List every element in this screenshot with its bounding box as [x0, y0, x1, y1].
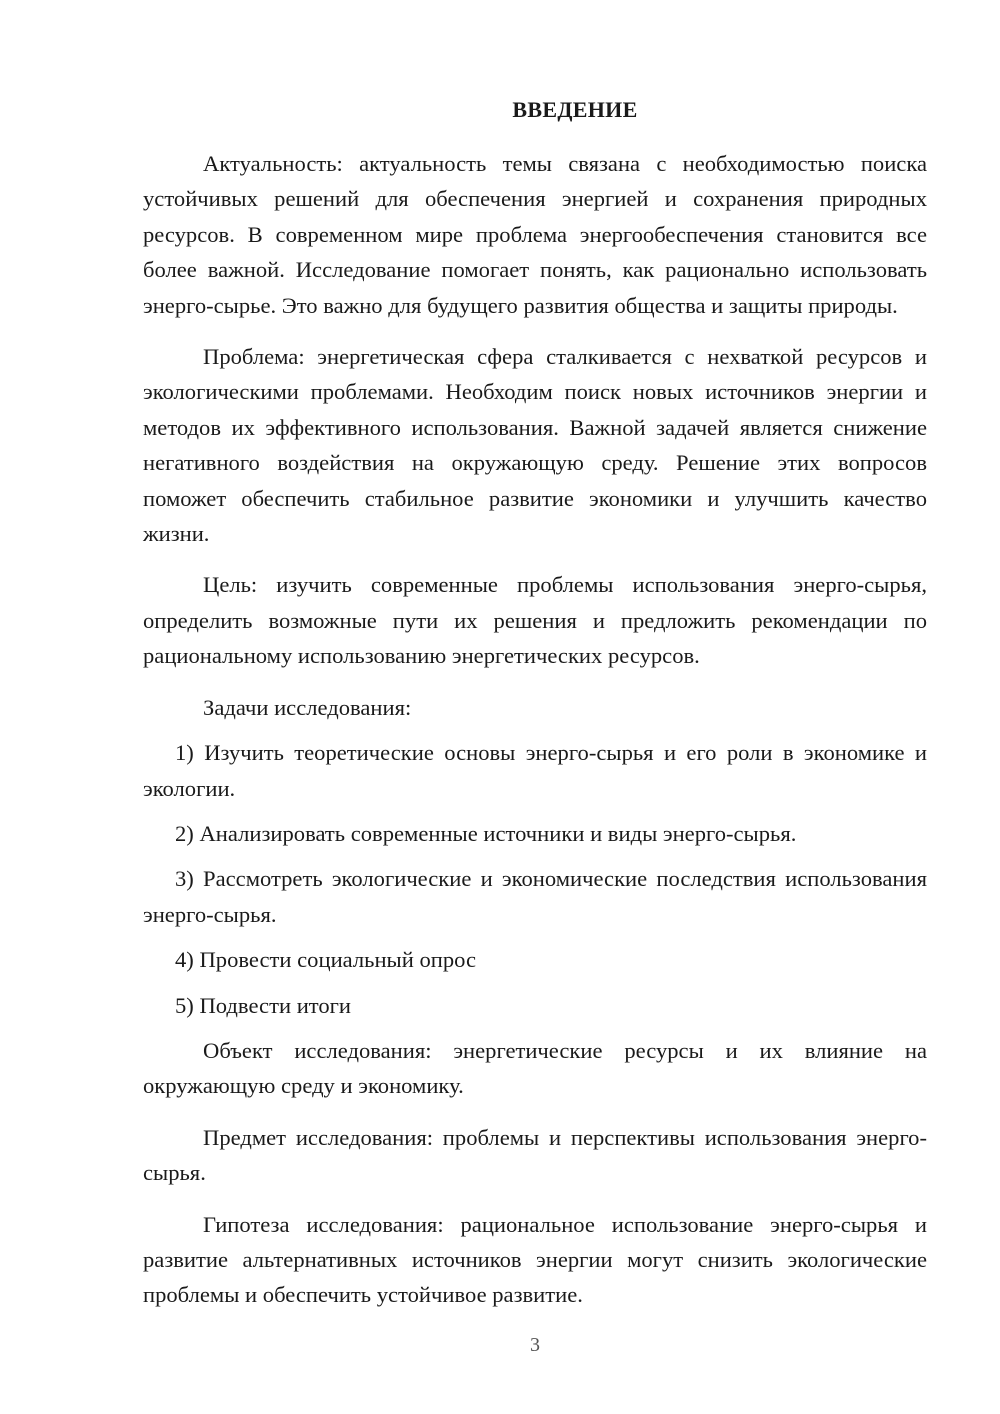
paragraph-goal: Цель: изучить современные проблемы использования энерго-сырья, определить возможные пути их решения и предложить рекомендации по рациональному использованию энергетических ресурсов.	[143, 572, 927, 669]
task-item-2: 2) Анализировать современные источники и виды энерго-сырья.	[175, 820, 797, 846]
paragraph-problem: Проблема: энергетическая сфера сталкивается с нехваткой ресурсов и экологическими проблемами. Необходим поиск новых источников энергии и методов их эффективного использования. Важной задачей является снижение негативного воздействия на окружающую среду. Решение этих вопросов поможет обеспечить стабильное развитие экономики и улучшить качество жизни.	[143, 344, 927, 547]
paragraph-relevance: Актуальность: актуальность темы связана с необходимостью поиска устойчивых решений для обеспечения энергией и сохранения природных ресурсов. В современном мире проблема энергообеспечения становится все более важной. Исследование помогает понять, как рационально использовать энерго-сырье. Это важно для будущего развития общества и защиты природы.	[143, 151, 927, 318]
task-item-1: 1) Изучить теоретические основы энерго-сырья и его роли в экономике и экологии.	[143, 740, 927, 801]
document-page	[143, 92, 927, 1313]
paragraph-subject: Предмет исследования: проблемы и перспективы использования энерго-сырья.	[143, 1124, 927, 1186]
paragraph-tasks-heading: Задачи исследования:	[203, 694, 412, 720]
paragraph-object: Объект исследования: энергетические ресурсы и их влияние на окружающую среду и экономику.	[143, 1037, 927, 1099]
section-title: ВВЕДЕНИЕ	[512, 97, 638, 122]
paragraph-hypothesis: Гипотеза исследования: рациональное использование энерго-сырья и развитие альтернативных источников энергии могут снизить экологические проблемы и обеспечить устойчивое развитие.	[143, 1211, 927, 1308]
task-item-5: 5) Подвести итоги	[175, 992, 352, 1018]
task-item-4: 4) Провести социальный опрос	[175, 947, 477, 973]
task-item-3: 3) Рассмотреть экологические и экономические последствия использования энерго-сырья.	[143, 866, 927, 927]
page-number: 3	[530, 1334, 540, 1356]
